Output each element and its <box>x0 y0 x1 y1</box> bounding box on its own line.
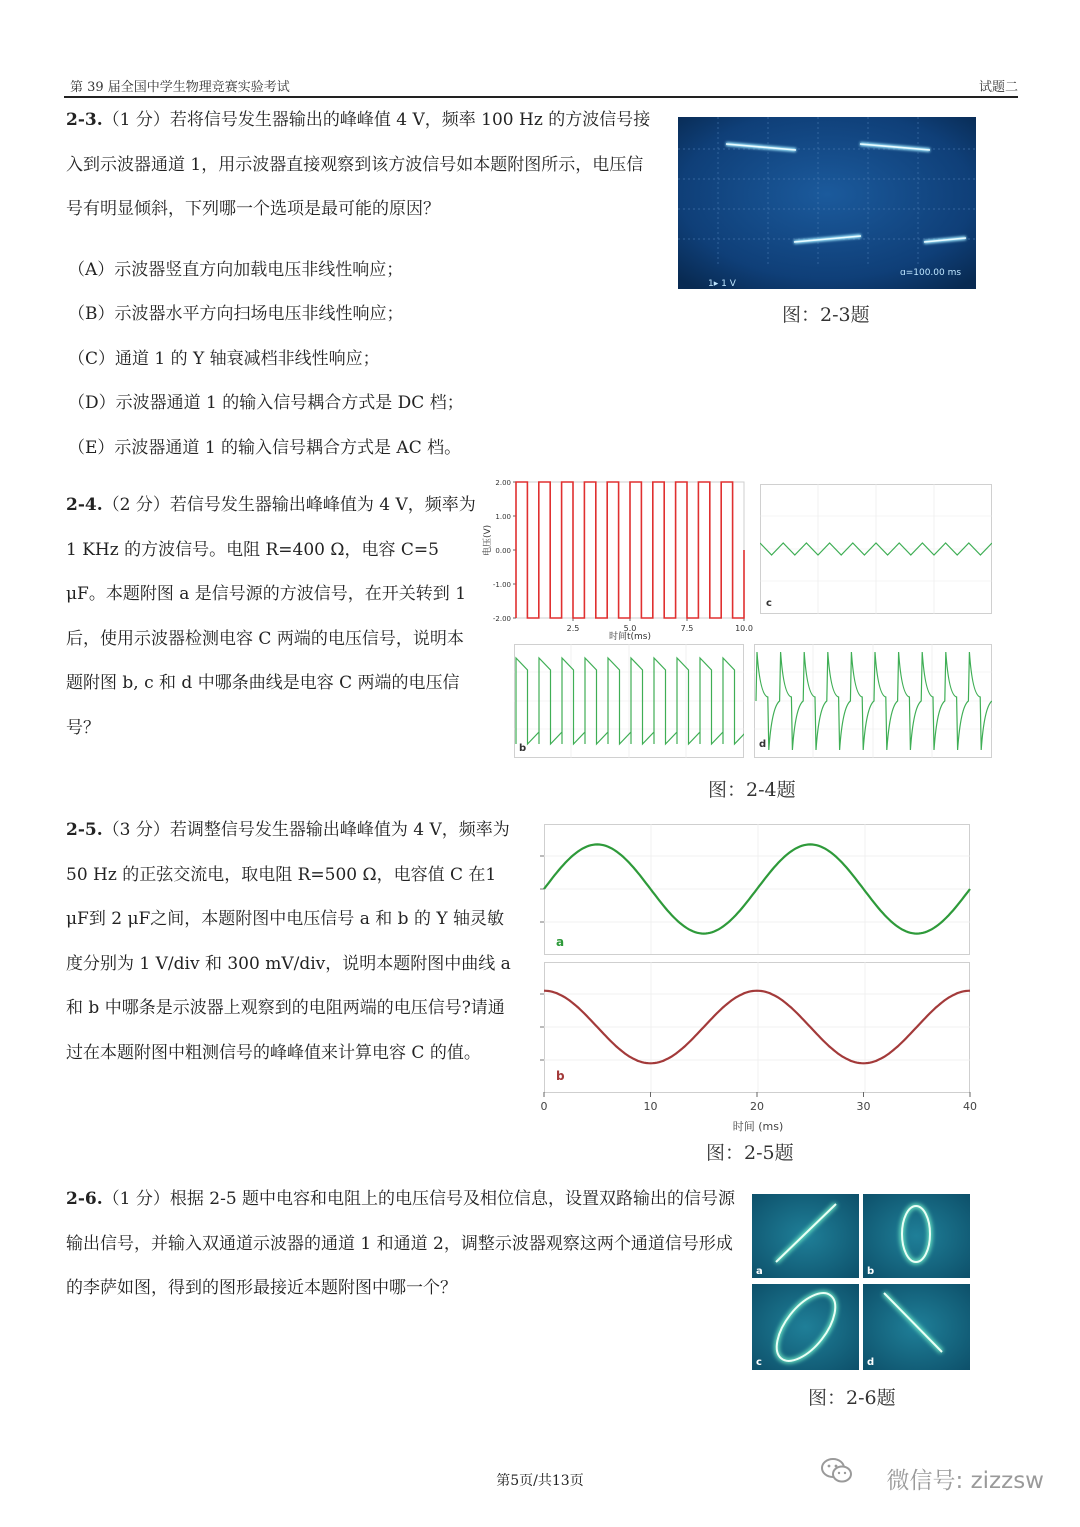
fig2-4a-chart <box>478 475 758 645</box>
figure-caption-2-5: 图：2-5题 <box>706 1142 794 1164</box>
option-b: （B）示波器水平方向扫场电压非线性响应； <box>68 304 404 324</box>
panel-label-c: c <box>766 598 772 609</box>
x-tick-label: 30 <box>856 1100 871 1113</box>
question-2-4 <box>66 483 476 750</box>
x-axis-label: 时间 (ms) <box>732 1120 784 1133</box>
option-a: （A）示波器竖直方向加载电压非线性响应； <box>68 260 404 280</box>
question-2-5 <box>66 808 514 1075</box>
option-e: （E）示波器通道 1 的输入信号耦合方式是 AC 档。 <box>68 438 462 458</box>
y-tick-label: -2.00 <box>492 615 511 623</box>
lissajous-photos <box>752 1194 970 1370</box>
question-number: 2-6. <box>66 1189 103 1209</box>
y-axis-label: 电压(V) <box>483 524 493 556</box>
paper-label: 试题二 <box>978 80 1018 95</box>
x-axis-label: 时间t(ms) <box>608 632 652 642</box>
page-number: 第5页/共13页 <box>496 1473 584 1489</box>
watermark: 微信号: zizzsw <box>886 1468 1044 1494</box>
panel-label-b: b <box>519 743 527 754</box>
question-2-6 <box>66 1177 738 1311</box>
question-number: 2-4. <box>66 495 103 515</box>
scope-time-readout: ɑ=100.00 ms <box>900 268 962 278</box>
y-tick-label: 2.00 <box>495 479 511 487</box>
question-text: （2 分）若信号发生器输出峰峰值为 4 V，频率为 1 KHz 的方波信号。电阻 R=400 Ω，电容 C=5 μF。本题附图 a 是信号源的方波信号，在开关转到 1 后，使用示波器检测电容 C 两端的电压信号，说明本题附图 b, c 和 d 中哪条曲线是电容 C 两端的电压信号？ <box>66 495 476 738</box>
scope-ch-readout: 1▸ 1 V <box>708 279 736 289</box>
question-2-3 <box>66 98 658 232</box>
square-wave-series <box>516 482 744 618</box>
x-tick-label: 5.0 <box>623 624 637 633</box>
panel-b-frame <box>545 963 970 1093</box>
option-d: （D）示波器通道 1 的输入信号耦合方式是 DC 档； <box>68 393 464 413</box>
x-tick-label: 7.5 <box>680 624 694 633</box>
x-tick-label: 10.0 <box>735 624 753 633</box>
y-tick-label: 1.00 <box>495 513 511 521</box>
y-tick-label: -1.00 <box>492 581 511 589</box>
panel-label-a: a <box>756 1266 763 1277</box>
question-number: 2-5. <box>66 820 103 840</box>
x-tick-label: 20 <box>750 1100 764 1113</box>
question-number: 2-3. <box>66 110 103 130</box>
wechat-icon <box>820 1456 854 1486</box>
question-text: （1 分）根据 2-5 题中电容和电阻上的电压信号及相位信息，设置双路输出的信号源输出信号，并输入双通道示波器的通道 1 和通道 2，调整示波器观察这两个通道信号形成的李萨如图，得到的图形最接近本题附图中哪一个？ <box>66 1189 736 1298</box>
fig2-4c-plot <box>760 484 992 614</box>
figure-caption-2-3: 图：2-3题 <box>782 304 870 326</box>
fig2-4d-plot <box>754 644 992 758</box>
x-tick-label: 40 <box>963 1100 977 1113</box>
panel-label-b: b <box>867 1266 875 1277</box>
x-tick-label: 2.5 <box>566 624 580 633</box>
question-text: （1 分）若将信号发生器输出的峰峰值 4 V，频率 100 Hz 的方波信号接入到示波器通道 1，用示波器直接观察到该方波信号如本题附图所示，电压信号有明显倾斜，下列哪一个选项是最可能的原因？ <box>66 110 651 219</box>
option-c: （C）通道 1 的 Y 轴衰减档非线性响应； <box>68 349 380 369</box>
series-b-label: b <box>556 1069 565 1083</box>
oscilloscope-photo <box>678 117 976 289</box>
y-tick-label: 0.00 <box>495 547 511 555</box>
panel-label-c: c <box>756 1357 762 1368</box>
series-a-label: a <box>556 935 565 949</box>
x-tick-label: 10 <box>643 1100 658 1113</box>
figure-caption-2-4: 图：2-4题 <box>708 779 796 801</box>
panel-label-d: d <box>867 1357 875 1368</box>
fig2-4b-plot <box>514 644 744 758</box>
figure-caption-2-6: 图：2-6题 <box>808 1387 896 1409</box>
question-text: （3 分）若调整信号发生器输出峰峰值为 4 V，频率为 50 Hz 的正弦交流电，取电阻 R=500 Ω，电容值 C 在1 μF到 2 μF之间，本题附图中电压信号 a 和 b 的 Y 轴灵敏度分别为 1 V/div 和 300 mV/div，说明本题附图中曲线 a 和 b 中哪条是示波器上观察到的电阻两端的电压信号?请通过在本题附图中粗测信号的峰峰值来计算电容 C 的值。 <box>66 820 511 1063</box>
exam-title: 第 39 届全国中学生物理竞赛实验考试 <box>70 80 290 95</box>
panel-label-d: d <box>759 739 767 750</box>
x-tick-label: 0 <box>540 1100 548 1113</box>
fig2-5-chart <box>528 818 980 1136</box>
